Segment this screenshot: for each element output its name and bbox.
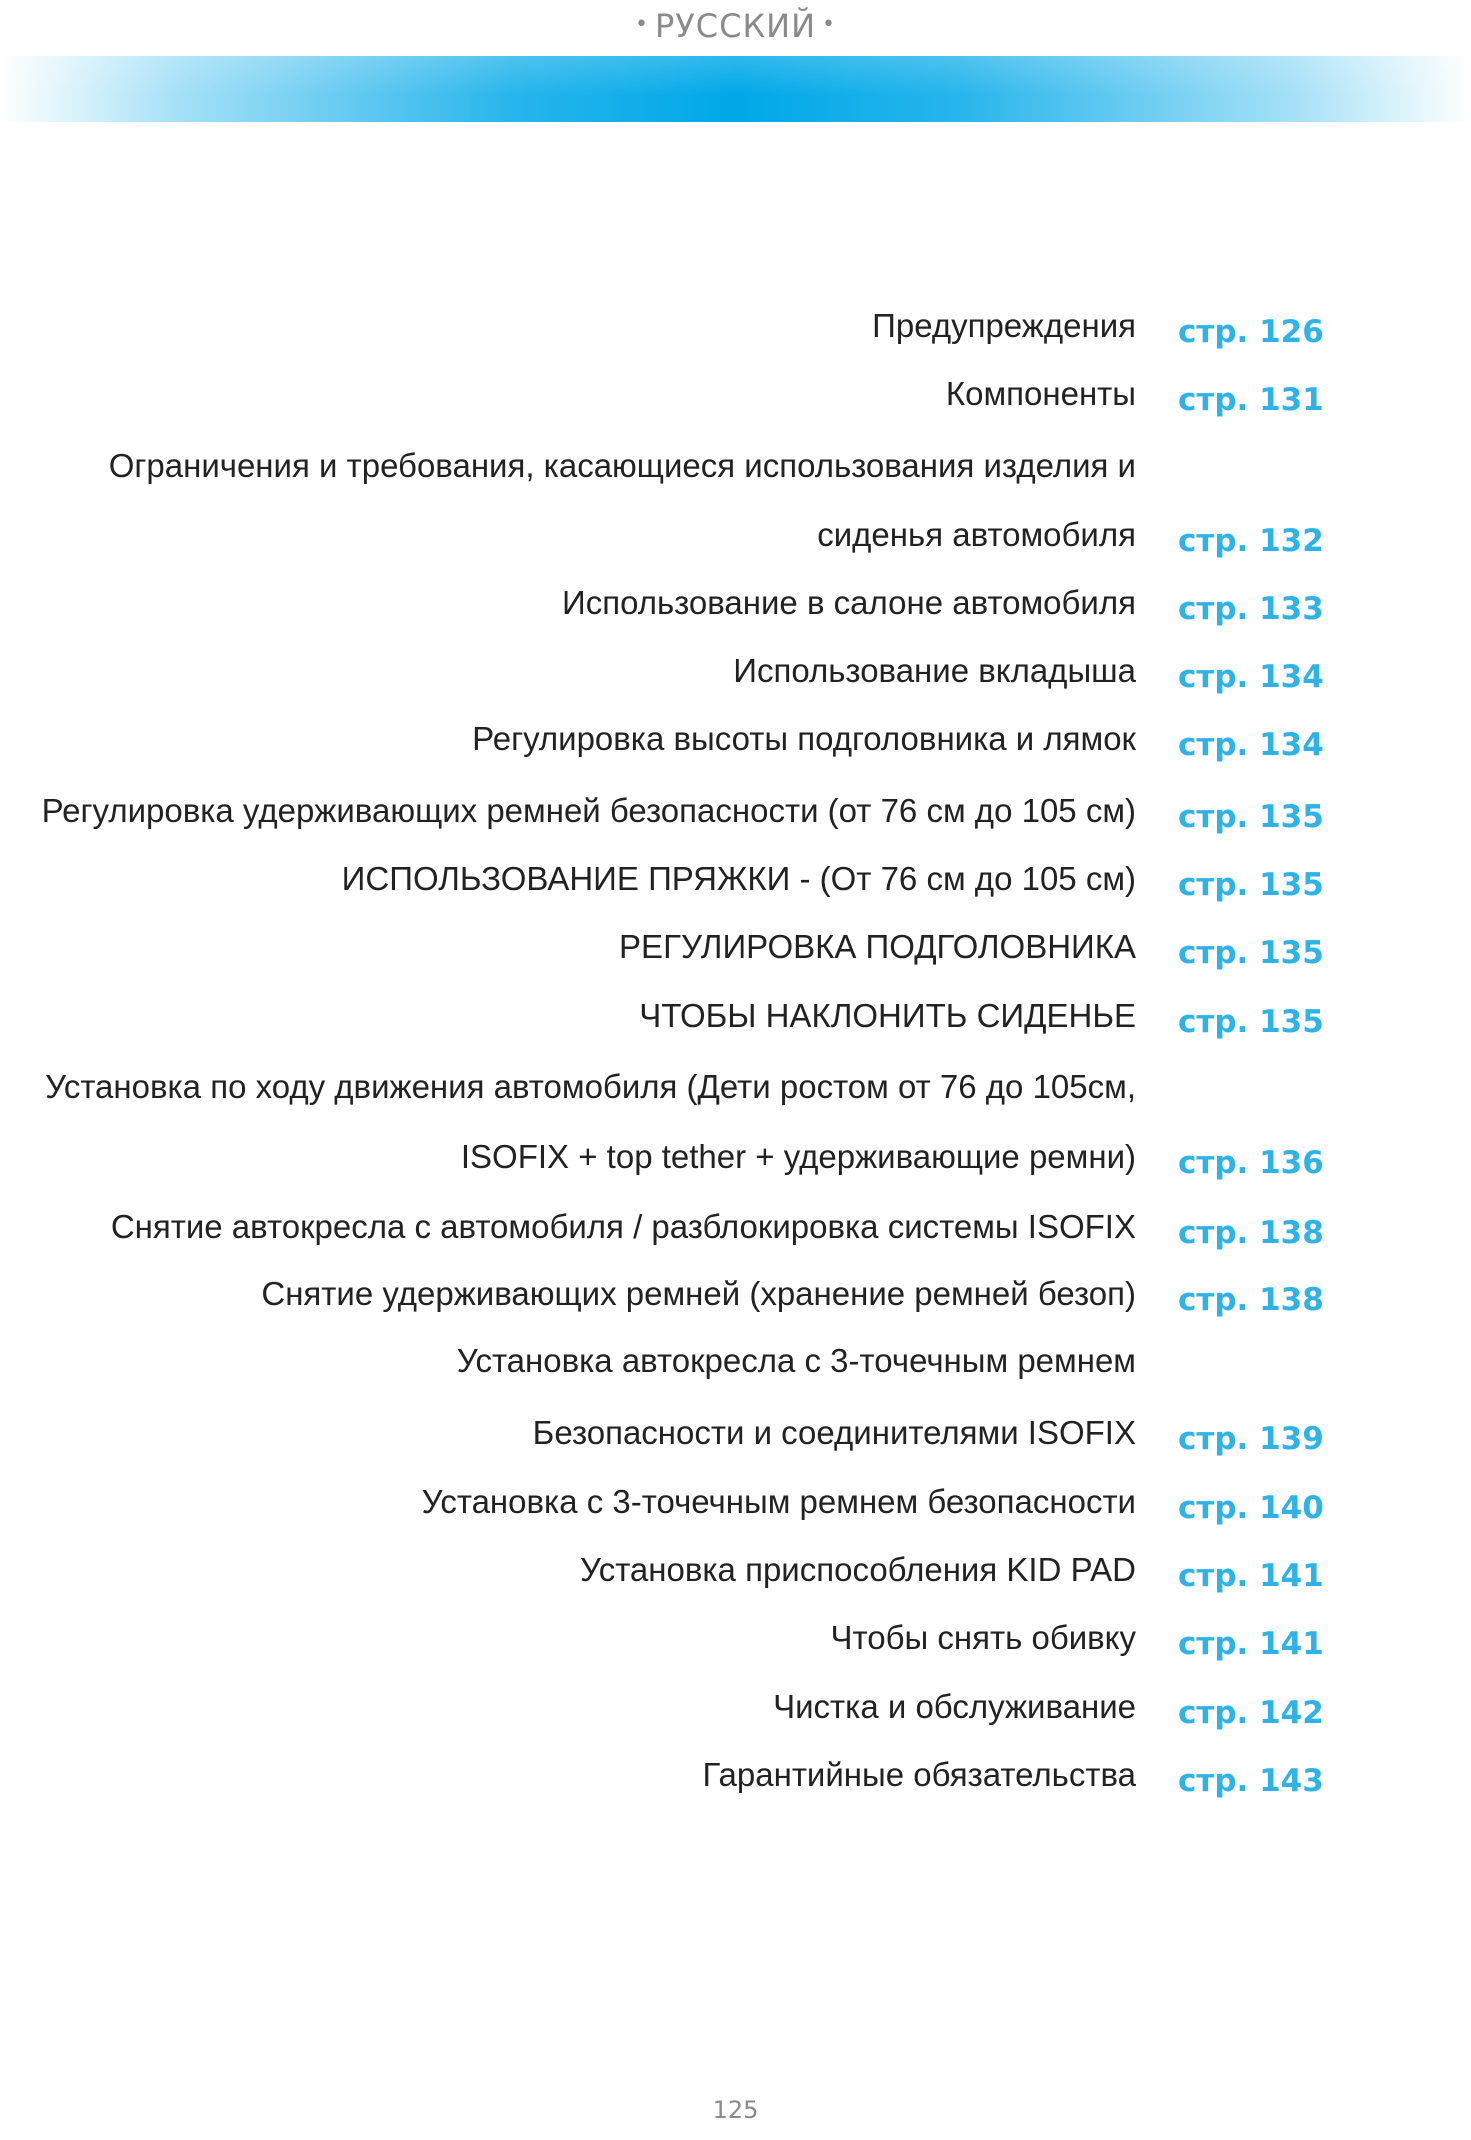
toc-entry[interactable] <box>0 444 1471 504</box>
language-label: РУССКИЙ <box>654 7 817 45</box>
toc-entry-page[interactable]: стр. 141 <box>1178 1626 1324 1662</box>
toc-entry-title: ISOFIX + top tether + удерживающие ремни) <box>460 1138 1136 1175</box>
bullet-dot-right: • <box>822 12 837 37</box>
toc-entry-page[interactable]: стр. 136 <box>1178 1145 1324 1181</box>
toc-entry[interactable] <box>0 649 1471 709</box>
toc-entry[interactable] <box>0 1411 1471 1471</box>
toc-entry-page[interactable]: стр. 142 <box>1178 1695 1324 1731</box>
toc-entry[interactable] <box>0 1616 1471 1676</box>
toc-entry[interactable] <box>0 1753 1471 1813</box>
header-gradient-band <box>0 56 1471 122</box>
toc-entry[interactable] <box>0 581 1471 641</box>
toc-entry-page[interactable]: стр. 135 <box>1178 867 1324 903</box>
toc-entry-title: Предупреждения <box>872 307 1136 344</box>
toc-entry-title: Компоненты <box>945 375 1136 412</box>
toc-entry-page[interactable]: стр. 140 <box>1178 1490 1324 1526</box>
toc-entry[interactable] <box>0 717 1471 777</box>
toc-entry-title: ЧТОБЫ НАКЛОНИТЬ СИДЕНЬЕ <box>639 997 1136 1034</box>
toc-entry-title: Снятие удерживающих ремней (хранение ремней безоп) <box>261 1275 1136 1312</box>
toc-entry-title: Безопасности и соединителями ISOFIX <box>532 1414 1136 1451</box>
toc-entry-page[interactable]: стр. 141 <box>1178 1558 1324 1594</box>
toc-entry-page[interactable]: стр. 135 <box>1178 935 1324 971</box>
toc-entry-title: Чистка и обслуживание <box>773 1688 1136 1725</box>
toc-entry-page[interactable]: стр. 135 <box>1178 799 1324 835</box>
toc-entry-title: сиденья автомобиля <box>817 516 1136 553</box>
toc-entry-page[interactable]: стр. 133 <box>1178 591 1324 627</box>
toc-entry[interactable] <box>0 1548 1471 1608</box>
toc-entry[interactable] <box>0 513 1471 573</box>
toc-entry[interactable] <box>0 1135 1471 1195</box>
toc-entry-page[interactable]: стр. 134 <box>1178 659 1324 695</box>
toc-entry-title: Гарантийные обязательства <box>702 1756 1136 1793</box>
page-number: 125 <box>712 2096 759 2124</box>
toc-entry-title: Снятие автокресла с автомобиля / разблокировка системы ISOFIX <box>110 1208 1136 1245</box>
toc-entry-page[interactable]: стр. 135 <box>1178 1004 1324 1040</box>
toc-entry-page[interactable]: стр. 126 <box>1178 314 1324 350</box>
toc-entry[interactable] <box>0 304 1471 364</box>
toc-entry-title: РЕГУЛИРОВКА ПОДГОЛОВНИКА <box>619 928 1136 965</box>
toc-entry-title: Установка с 3-точечным ремнем безопасности <box>421 1483 1136 1520</box>
toc-entry-title: ИСПОЛЬЗОВАНИЕ ПРЯЖКИ - (От 76 см до 105 см) <box>341 860 1136 897</box>
toc-entry[interactable] <box>0 1685 1471 1745</box>
toc-entry[interactable] <box>0 994 1471 1054</box>
toc-entry[interactable] <box>0 925 1471 985</box>
toc-entry[interactable] <box>0 1339 1471 1399</box>
toc-entry-page[interactable]: стр. 138 <box>1178 1282 1324 1318</box>
toc-entry-title: Ограничения и требования, касающиеся использования изделия и <box>108 447 1136 484</box>
toc-entry[interactable] <box>0 372 1471 432</box>
toc-entry[interactable] <box>0 1065 1471 1125</box>
toc-entry-title: Использование вкладыша <box>733 652 1136 689</box>
language-header <box>0 6 1471 48</box>
toc-entry-title: Использование в салоне автомобиля <box>561 584 1136 621</box>
toc-entry-page[interactable]: стр. 139 <box>1178 1421 1324 1457</box>
toc-entry-page[interactable]: стр. 131 <box>1178 382 1324 418</box>
toc-entry[interactable] <box>0 857 1471 917</box>
toc-entry-title: Установка автокресла с 3-точечным ремнем <box>456 1342 1136 1379</box>
toc-entry-title: Регулировка высоты подголовника и лямок <box>472 720 1136 757</box>
toc-entry-page[interactable]: стр. 134 <box>1178 727 1324 763</box>
toc-entry[interactable] <box>0 789 1471 849</box>
toc-entry-title: Регулировка удерживающих ремней безопасности (от 76 см до 105 см) <box>41 792 1136 829</box>
toc-entry-page[interactable]: стр. 143 <box>1178 1763 1324 1799</box>
toc-entry[interactable] <box>0 1480 1471 1540</box>
bullet-dot-left: • <box>634 12 649 37</box>
toc-entry-page[interactable]: стр. 138 <box>1178 1215 1324 1251</box>
toc-entry-title: Установка приспособления KID PAD <box>579 1551 1136 1588</box>
toc-entry-page[interactable]: стр. 132 <box>1178 523 1324 559</box>
toc-entry[interactable] <box>0 1205 1471 1265</box>
toc-entry[interactable] <box>0 1272 1471 1332</box>
toc-entry-title: Чтобы снять обивку <box>830 1619 1136 1656</box>
toc-entry-title: Установка по ходу движения автомобиля (Дети ростом от 76 до 105см, <box>45 1068 1136 1105</box>
